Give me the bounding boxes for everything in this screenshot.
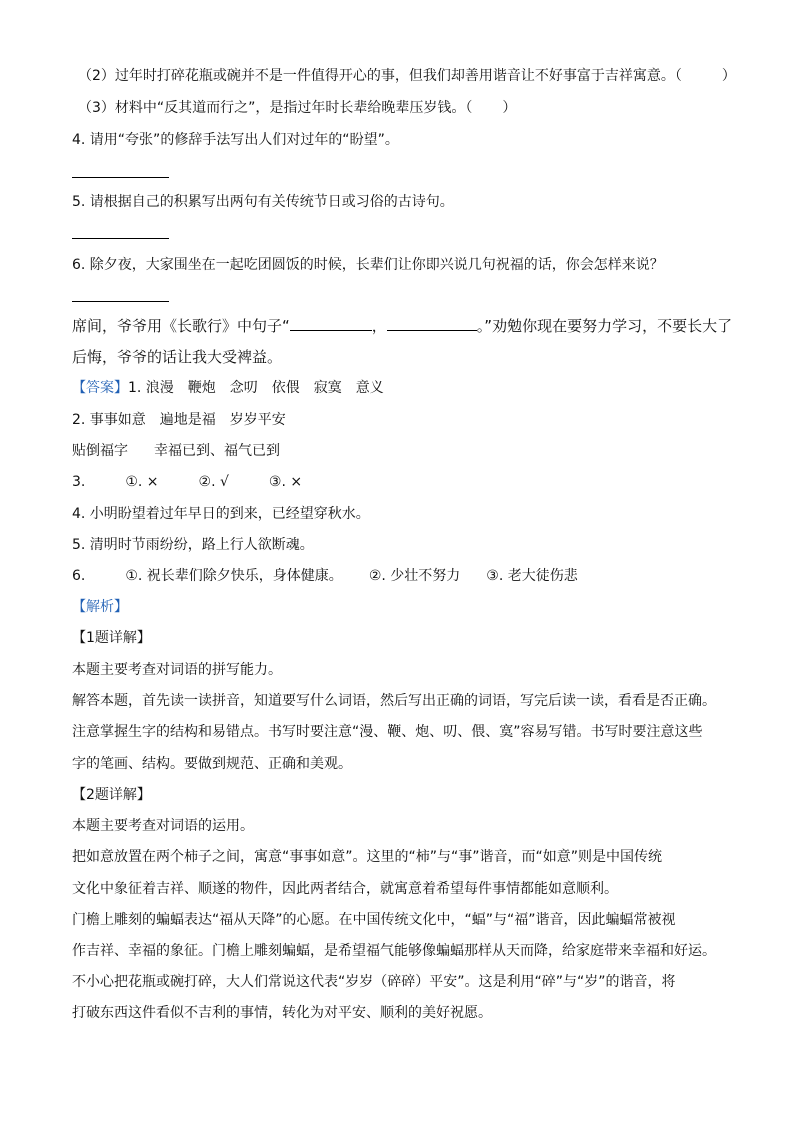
analysis-paragraph: 文化中象征着吉祥、顺遂的物件，因此两者结合，就寓意着希望每件事情都能如意顺利。 (72, 881, 618, 897)
q3-item-3-text: （3）材料中“反其道而行之”，是指过年时长辈给晚辈压岁钱。（ (78, 100, 473, 116)
q3-item-3 (78, 98, 516, 118)
analysis-paragraph: 作吉祥、幸福的象征。门檐上雕刻蝙蝠，是希望福气能够像蝙蝠那样从天而降，给家庭带来幸福和好运。 (72, 943, 716, 959)
analysis-paragraph: 注意掌握生字的结构和易错点。书写时要注意“漫、鞭、炮、叨、偎、寞”容易写错。书写时要注意这些 (72, 724, 703, 740)
fill-text-2: ， (371, 317, 387, 335)
analysis-paragraph: 本题主要考查对词语的拼写能力。 (72, 662, 282, 678)
answer-3 (72, 472, 302, 492)
answer-6-num: 6. (72, 568, 86, 584)
analysis-paragraph: 字的笔画、结构。要做到规范、正确和美观。 (72, 756, 352, 772)
fill-blank-2[interactable] (387, 330, 477, 331)
fill-blank-1[interactable] (290, 330, 372, 331)
analysis-paragraph: 本题主要考查对词语的运用。 (72, 818, 254, 834)
answer-line-6[interactable] (72, 301, 169, 302)
question-6-fill-line2: 后悔，爷爷的话让我大受裨益。 (72, 348, 283, 366)
answer-2b-1: 贴倒福字 (72, 443, 128, 459)
paren-close: ） (502, 100, 517, 116)
analysis-heading-1: 【1题详解】 (72, 630, 151, 646)
question-4: 4. 请用“夸张”的修辞手法写出人们对过年的“盼望”。 (72, 132, 399, 148)
answer-5: 5. 清明时节雨纷纷，路上行人欲断魂。 (72, 537, 314, 553)
answer-4: 4. 小明盼望着过年早日的到来，已经望穿秋水。 (72, 506, 370, 522)
analysis-paragraph: 解答本题，首先读一读拼音，知道要写什么词语，然后写出正确的词语，写完后读一读，看看是否正确。 (72, 693, 716, 709)
answer-2b-2: 幸福已到、福气已到 (154, 443, 280, 459)
fill-text-1: 席间，爷爷用《长歌行》中句子“ (72, 317, 290, 335)
answer-2: 2. 事事如意 遍地是福 岁岁平安 (72, 412, 286, 428)
answer-6 (72, 566, 578, 586)
paren-close: ） (721, 68, 736, 84)
answer-1-text: 1. 浪漫 鞭炮 念叨 依偎 寂寞 意义 (128, 380, 384, 396)
analysis-heading-2: 【2题详解】 (72, 787, 151, 803)
answer-3-1: ①. × (125, 474, 159, 490)
q3-item-2 (78, 66, 736, 86)
answer-3-3: ③. × (268, 474, 303, 490)
answer-line-5[interactable] (72, 238, 169, 239)
answer-6-2: ②. 少壮不努力 (368, 568, 461, 584)
question-6: 6. 除夕夜，大家围坐在一起吃团圆饭的时候，长辈们让你即兴说几句祝福的话，你会怎样来说？ (72, 257, 664, 273)
answer-2b (72, 441, 280, 461)
analysis-paragraph: 把如意放置在两个柿子之间，寓意“事事如意”。这里的“柿”与“事”谐音，而“如意”则是中国传统 (72, 849, 663, 865)
answer-3-num: 3. (72, 474, 86, 490)
fill-text-3: 。”劝勉你现在要努力学习，不要长大了 (476, 317, 733, 335)
answer-line-4[interactable] (72, 177, 169, 178)
question-6-fill (72, 316, 732, 336)
analysis-paragraph: 门檐上雕刻的蝙蝠表达“福从天降”的心愿。在中国传统文化中，“蝠”与“福”谐音，因此蝙蝠常被视 (72, 912, 676, 928)
answer-1 (72, 378, 384, 398)
answer-6-3: ③. 老大徒伤悲 (486, 568, 578, 584)
q3-item-2-text: （2）过年时打碎花瓶或碗并不是一件值得开心的事，但我们却善用谐音让不好事富于吉祥寓意。（ (78, 68, 682, 84)
answer-3-2: ②. √ (198, 474, 229, 490)
question-5: 5. 请根据自己的积累写出两句有关传统节日或习俗的古诗句。 (72, 194, 454, 210)
answer-6-1: ①. 祝长辈们除夕快乐，身体健康。 (125, 568, 343, 584)
analysis-tag: 【解析】 (72, 599, 128, 615)
answer-tag: 【答案】 (72, 380, 128, 396)
analysis-paragraph: 打破东西这件看似不吉利的事情，转化为对平安、顺利的美好祝愿。 (72, 1005, 492, 1021)
analysis-paragraph: 不小心把花瓶或碗打碎，大人们常说这代表“岁岁（碎碎）平安”。这是利用“碎”与“岁”的谐音，将 (72, 974, 676, 990)
